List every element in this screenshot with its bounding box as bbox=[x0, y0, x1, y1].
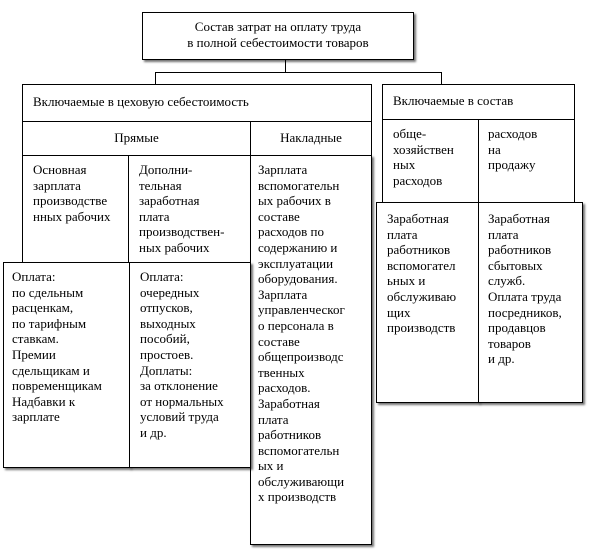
text-line: посредников, bbox=[488, 304, 562, 320]
text-line: вспомогател bbox=[387, 257, 456, 273]
text-line: Дополни- bbox=[139, 162, 193, 177]
text-line: составе bbox=[258, 333, 300, 349]
text-line: работников bbox=[488, 242, 552, 258]
text-line: составе bbox=[258, 208, 300, 224]
text-line: пособий, bbox=[140, 331, 190, 347]
text-line: работников bbox=[387, 242, 451, 258]
text-line: расценкам, bbox=[12, 300, 74, 316]
text-line: и др. bbox=[488, 351, 515, 367]
text-line: плата bbox=[488, 226, 519, 242]
text-line: по тарифным bbox=[12, 315, 87, 331]
text-line: отпусков, bbox=[140, 300, 193, 316]
extra-salary-box bbox=[128, 155, 251, 263]
text-line: тельная bbox=[139, 177, 182, 193]
text-line: ых и bbox=[258, 458, 284, 474]
text-line: продажу bbox=[488, 157, 536, 173]
text-line: Включаемые в состав bbox=[393, 93, 514, 108]
main-salary-box bbox=[22, 155, 129, 263]
text-line: ых рабочих в bbox=[258, 193, 331, 209]
root-title-line-2: в полной себестоимости товаров bbox=[187, 34, 369, 50]
text-line: управленческог bbox=[258, 302, 345, 318]
text-line: расходов по bbox=[258, 224, 324, 240]
overhead-details-box bbox=[250, 155, 372, 545]
root-box bbox=[142, 12, 414, 60]
text-line: на bbox=[488, 141, 501, 157]
main-salary-details-box bbox=[3, 262, 130, 468]
text-line: за отклонение bbox=[140, 378, 218, 394]
text-line: плата bbox=[258, 411, 289, 427]
connector-to-right-group bbox=[441, 72, 442, 84]
text-line: содержанию и bbox=[258, 239, 338, 255]
text-line: продавцов bbox=[488, 320, 546, 336]
text-line: Зарплата bbox=[258, 162, 308, 177]
text-line: и др. bbox=[140, 424, 167, 440]
text-line: ставкам. bbox=[12, 331, 59, 347]
text-line: Оплата труда bbox=[488, 288, 562, 304]
connector-to-left-group bbox=[155, 72, 156, 84]
general-expenses-label bbox=[382, 119, 479, 203]
selling-expenses-label bbox=[478, 119, 575, 203]
text-line: расходов bbox=[488, 126, 538, 141]
text-line: щих bbox=[387, 304, 411, 320]
text-line: Основная bbox=[33, 162, 87, 177]
text-line: плата bbox=[387, 226, 418, 242]
text-line: Надбавки к bbox=[12, 393, 76, 409]
text-line: очередных bbox=[140, 284, 200, 300]
text-line: твенных bbox=[258, 364, 305, 380]
text-line: эксплуатации bbox=[258, 255, 334, 271]
left-group-title bbox=[22, 84, 372, 122]
extra-salary-details-box bbox=[129, 262, 251, 468]
text-line: оборудования. bbox=[258, 271, 338, 287]
text-line: обще- bbox=[393, 126, 427, 141]
text-line: х производств bbox=[258, 489, 337, 505]
text-line: от нормальных bbox=[140, 393, 224, 409]
text-line: заработная bbox=[139, 193, 200, 209]
text-line: вспомогательн bbox=[258, 442, 340, 458]
text-line: нных рабочих bbox=[33, 208, 111, 224]
text-line: плата bbox=[139, 208, 170, 224]
text-line: вспомогательн bbox=[258, 177, 340, 193]
text-line: Прямые bbox=[114, 130, 159, 145]
text-line: о персонала в bbox=[258, 317, 334, 333]
text-line: выходных bbox=[140, 315, 196, 331]
text-line: Зарплата bbox=[258, 286, 308, 302]
text-line: Заработная bbox=[258, 395, 320, 411]
connector-root-horizontal bbox=[155, 72, 442, 73]
text-line: по сдельным bbox=[12, 284, 84, 300]
text-line: Накладные bbox=[280, 130, 342, 145]
text-line: общепроизводс bbox=[258, 349, 344, 365]
text-line: сдельщикам и bbox=[12, 362, 90, 378]
text-line: Оплата: bbox=[12, 269, 56, 284]
text-line: Включаемые в цеховую себестоимость bbox=[33, 94, 249, 109]
text-line: производстве bbox=[33, 193, 108, 209]
text-line: хозяйствен bbox=[393, 141, 454, 157]
text-line: производств bbox=[387, 320, 456, 336]
text-line: зарплате bbox=[12, 409, 60, 425]
text-line: зарплата bbox=[33, 177, 81, 193]
text-line: простоев. bbox=[140, 346, 194, 362]
general-expenses-details-box bbox=[376, 202, 479, 403]
text-line: Доплаты: bbox=[140, 362, 193, 378]
text-line: производствен- bbox=[139, 224, 225, 240]
text-line: ных рабочих bbox=[139, 239, 210, 255]
overhead-costs-label bbox=[250, 121, 372, 156]
text-line: ьных и bbox=[387, 273, 426, 289]
text-line: сбытовых bbox=[488, 257, 543, 273]
text-line: Заработная bbox=[387, 211, 449, 226]
text-line: Оплата: bbox=[140, 269, 184, 284]
text-line: работников bbox=[258, 427, 322, 443]
text-line: обслуживающи bbox=[258, 473, 345, 489]
text-line: расходов bbox=[393, 172, 443, 188]
text-line: обслуживаю bbox=[387, 288, 457, 304]
text-line: условий труда bbox=[140, 409, 219, 425]
direct-costs-label bbox=[22, 121, 251, 156]
selling-expenses-details-box bbox=[478, 202, 583, 403]
text-line: ных bbox=[393, 157, 416, 173]
text-line: расходов. bbox=[258, 380, 311, 396]
connector-root-down bbox=[285, 60, 286, 72]
right-group-title bbox=[382, 84, 575, 120]
text-line: Премии bbox=[12, 346, 56, 362]
text-line: служб. bbox=[488, 273, 526, 289]
text-line: повременщикам bbox=[12, 378, 102, 394]
text-line: Заработная bbox=[488, 211, 550, 226]
root-title-line-1: Состав затрат на оплату труда bbox=[194, 19, 362, 34]
text-line: товаров bbox=[488, 335, 531, 351]
